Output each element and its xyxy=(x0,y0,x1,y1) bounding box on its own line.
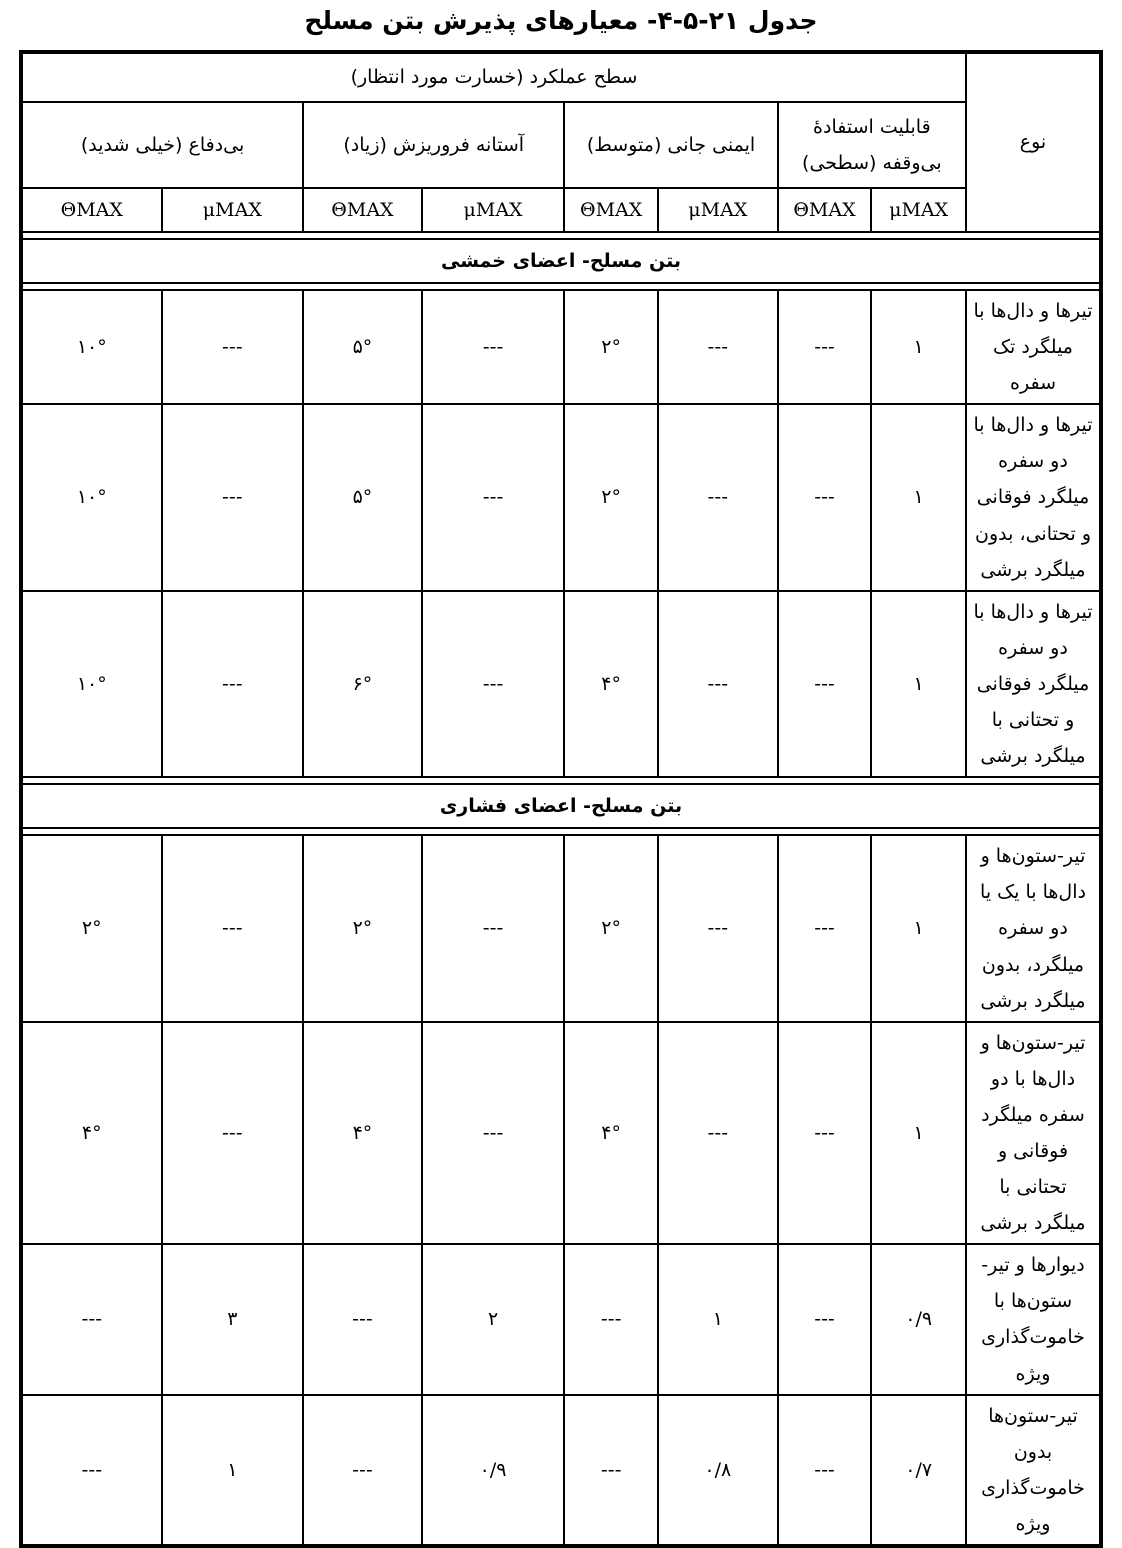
cell: ۴° xyxy=(564,591,658,777)
mu-max-header: μMAX xyxy=(162,188,304,232)
cell: --- xyxy=(778,1022,872,1245)
cell: --- xyxy=(658,404,778,590)
type-header: نوع xyxy=(966,52,1101,232)
cell: --- xyxy=(778,404,872,590)
theta-max-header: ΘMAX xyxy=(303,188,422,232)
row-type: تیرها و دال‌ها با میلگرد تک سفره xyxy=(966,290,1101,404)
cell: ۱ xyxy=(871,404,966,590)
table-title: جدول ۲۱-۵-۴- معیارهای پذیرش بتن مسلح xyxy=(304,6,818,35)
cell: --- xyxy=(778,290,872,404)
cell: --- xyxy=(422,290,565,404)
row-type: تیر-ستون‌ها و دال‌ها با یک یا دو سفره میلگرد، بدون میلگرد برشی xyxy=(966,835,1101,1021)
table-row xyxy=(21,591,1101,777)
table-row xyxy=(21,1395,1101,1546)
cell: ۱ xyxy=(871,835,966,1021)
cell: --- xyxy=(778,1395,872,1546)
cell: ۱۰° xyxy=(21,290,162,404)
cell: ۲° xyxy=(564,835,658,1021)
cell: ۲° xyxy=(564,404,658,590)
table-row xyxy=(21,404,1101,590)
cell: ۲ xyxy=(422,1244,565,1394)
row-type: دیوارها و تیر-ستون‌ها با خاموت‌گذاری ویژه xyxy=(966,1244,1101,1394)
cell: --- xyxy=(422,835,565,1021)
performance-level-header: سطح عملکرد (خسارت مورد انتظار) xyxy=(21,52,966,102)
mu-max-header: μMAX xyxy=(422,188,565,232)
cell: ۱ xyxy=(658,1244,778,1394)
cell: --- xyxy=(162,1022,304,1245)
cell: --- xyxy=(303,1244,422,1394)
cell: --- xyxy=(422,404,565,590)
cell: ۴° xyxy=(564,1022,658,1245)
table-row xyxy=(21,290,1101,404)
cell: ۳ xyxy=(162,1244,304,1394)
mu-max-header: μMAX xyxy=(658,188,778,232)
mu-max-header: μMAX xyxy=(871,188,966,232)
theta-max-header: ΘMAX xyxy=(778,188,872,232)
theta-max-header: ΘMAX xyxy=(21,188,162,232)
cell: ۱ xyxy=(162,1395,304,1546)
cell: --- xyxy=(658,290,778,404)
section-title: بتن مسلح- اعضای فشاری xyxy=(21,784,1101,828)
symbol-header-row xyxy=(21,188,1101,232)
cell: ۴° xyxy=(21,1022,162,1245)
cell: --- xyxy=(422,1022,565,1245)
cell: --- xyxy=(422,591,565,777)
table-row xyxy=(21,1022,1101,1245)
row-type: تیرها و دال‌ها با دو سفره میلگرد فوقانی و تحتانی با میلگرد برشی xyxy=(966,591,1101,777)
cell: --- xyxy=(21,1395,162,1546)
section-title: بتن مسلح- اعضای خمشی xyxy=(21,239,1101,283)
cell: ۱۰° xyxy=(21,404,162,590)
cell: ۱ xyxy=(871,1022,966,1245)
cell: ۰/۷ xyxy=(871,1395,966,1546)
cell: --- xyxy=(564,1244,658,1394)
cell: ۴° xyxy=(303,1022,422,1245)
table-row xyxy=(21,1244,1101,1394)
cell: --- xyxy=(162,290,304,404)
cell: --- xyxy=(303,1395,422,1546)
level-header: ایمنی جانی (متوسط) xyxy=(564,102,777,188)
cell: ۵° xyxy=(303,290,422,404)
cell: --- xyxy=(21,1244,162,1394)
cell: ۰/۹ xyxy=(871,1244,966,1394)
cell: --- xyxy=(778,835,872,1021)
cell: --- xyxy=(162,591,304,777)
row-type: تیرها و دال‌ها با دو سفره میلگرد فوقانی و تحتانی، بدون میلگرد برشی xyxy=(966,404,1101,590)
cell: ۱۰° xyxy=(21,591,162,777)
cell: ۲° xyxy=(564,290,658,404)
row-type: تیر-ستون‌ها و دال‌ها با دو سفره میلگرد فوقانی و تحتانی با میلگرد برشی xyxy=(966,1022,1101,1245)
cell: --- xyxy=(162,404,304,590)
row-type: تیر-ستون‌ها بدون خاموت‌گذاری ویژه xyxy=(966,1395,1101,1546)
cell: --- xyxy=(778,1244,872,1394)
cell: ۱ xyxy=(871,290,966,404)
cell: ۰/۸ xyxy=(658,1395,778,1546)
level-header: قابلیت استفادهٔ بی‌وقفه (سطحی) xyxy=(778,102,966,188)
level-header: بی‌دفاع (خیلی شدید) xyxy=(21,102,303,188)
cell: --- xyxy=(658,591,778,777)
cell: --- xyxy=(564,1395,658,1546)
cell: ۶° xyxy=(303,591,422,777)
cell: --- xyxy=(778,591,872,777)
table-row xyxy=(21,835,1101,1021)
cell: ۱ xyxy=(871,591,966,777)
cell: ۲° xyxy=(303,835,422,1021)
theta-max-header: ΘMAX xyxy=(564,188,658,232)
acceptance-criteria-table xyxy=(19,50,1103,1548)
cell: --- xyxy=(658,835,778,1021)
cell: --- xyxy=(658,1022,778,1245)
level-header: آستانه فروریزش (زیاد) xyxy=(303,102,564,188)
cell: ۲° xyxy=(21,835,162,1021)
cell: --- xyxy=(162,835,304,1021)
cell: ۵° xyxy=(303,404,422,590)
cell: ۰/۹ xyxy=(422,1395,565,1546)
